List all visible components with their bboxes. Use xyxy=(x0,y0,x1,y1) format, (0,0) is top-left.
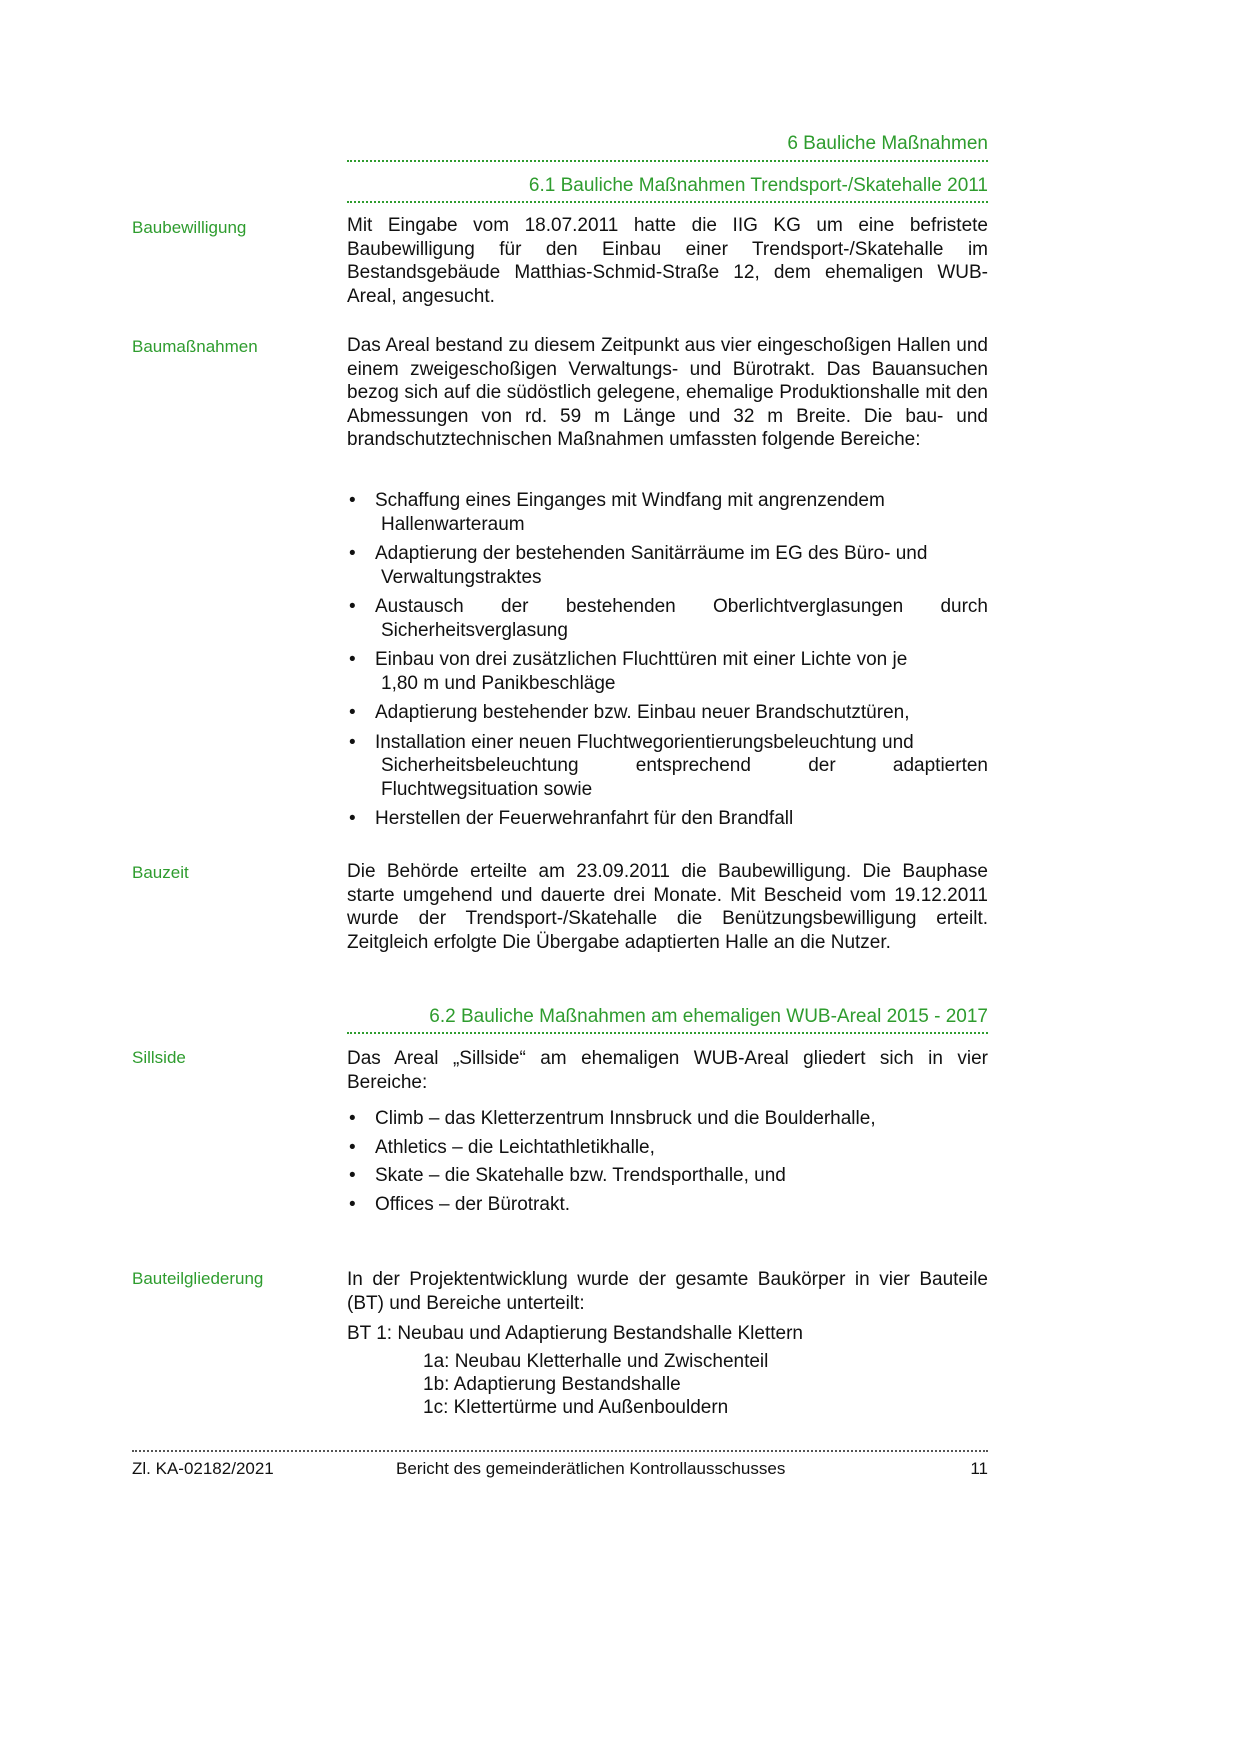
chapter-divider xyxy=(347,160,988,162)
sillside-list xyxy=(347,1107,988,1221)
paragraph-baumassnahmen: Das Areal bestand zu diesem Zeitpunkt aus vier eingeschoßigen Hallen und einem zweigeschoßigen Verwaltungs- und Bürotrakt. Das Bauansuchen bezog sich auf die südöstlich gelegene, ehemalige Produktionshalle mit den Abmessungen von rd. 59 m Länge und 32 m Breite. Die bau- und brandschutztechnischen Maßnahmen umfassten folgende Bereiche: xyxy=(347,335,988,450)
section-6-1-divider xyxy=(347,201,988,203)
list-item-continuation: Verwaltungstraktes xyxy=(381,566,542,588)
list-item-text: Adaptierung der bestehenden Sanitärräume im EG des Büro- und xyxy=(375,543,928,564)
list-item-text: • Austausch der bestehenden Oberlichtverglasungen durch xyxy=(375,596,988,617)
paragraph-baubewilligung: Mit Eingabe vom 18.07.2011 hatte die IIG KG um eine befristete Baubewilligung für den Einbau einer Trendsport-/Skatehalle im Bestandsgebäude Matthias-Schmid-Straße 12, dem ehemaligen WUB-Areal, angesucht. xyxy=(347,215,988,307)
list-item-text: Installation einer neuen Fluchtwegorientierungsbeleuchtung und xyxy=(375,731,914,753)
section-6-1-title: 6.1 Bauliche Maßnahmen Trendsport-/Skatehalle 2011 xyxy=(528,175,988,196)
section-6-2-title: 6.2 Bauliche Maßnahmen am ehemaligen WUB-Areal 2015 - 2017 xyxy=(429,1006,988,1027)
list-item-text: Skate – die Skatehalle bzw. Trendsporthalle, und xyxy=(375,1165,786,1186)
margin-label-bauzeit: Bauzeit xyxy=(132,863,189,882)
footer-divider xyxy=(132,1450,988,1452)
page-number: 11 xyxy=(970,1459,988,1478)
bauteil-1b: 1b: Adaptierung Bestandshalle xyxy=(423,1374,681,1395)
list-item xyxy=(347,1107,988,1131)
list-item xyxy=(347,1164,988,1188)
list-item xyxy=(347,731,988,802)
margin-label-baumassnahmen: Baumaßnahmen xyxy=(132,337,258,356)
bauteil-1a: 1a: Neubau Kletterhalle und Zwischenteil xyxy=(423,1351,769,1372)
footer-title: Bericht des gemeinderätlichen Kontrollausschusses xyxy=(396,1459,786,1478)
list-item xyxy=(347,1136,988,1160)
list-item-text: Schaffung eines Einganges mit Windfang mit angrenzendem xyxy=(375,490,885,511)
list-item-text: Athletics – die Leichtathletikhalle, xyxy=(375,1136,655,1158)
margin-label-baubewilligung: Baubewilligung xyxy=(132,218,247,237)
footer-reference: Zl. KA-02182/2021 xyxy=(132,1459,274,1478)
margin-label-sillside: Sillside xyxy=(132,1048,186,1067)
list-item-text: Offices – der Bürotrakt. xyxy=(375,1193,571,1215)
list-item-continuation: Hallenwarteraum xyxy=(381,513,525,535)
list-item-text: Adaptierung bestehender bzw. Einbau neuer Brandschutztüren, xyxy=(375,702,910,723)
list-item xyxy=(347,701,988,725)
list-item xyxy=(347,807,988,831)
paragraph-sillside: Das Areal „Sillside“ am ehemaligen WUB-Areal gliedert sich in vier Bereiche: xyxy=(347,1048,988,1093)
paragraph-bauteilgliederung: In der Projektentwicklung wurde der gesamte Baukörper in vier Bauteile (BT) und Bereiche unterteilt: xyxy=(347,1269,988,1314)
list-item xyxy=(347,1193,988,1217)
list-item-continuation: Sicherheitsbeleuchtung entsprechend der adaptierten Fluchtwegsituation sowie xyxy=(381,755,988,800)
paragraph-bauzeit: Die Behörde erteilte am 23.09.2011 die Baubewilligung. Die Bauphase starte umgehend und dauerte drei Monate. Mit Bescheid vom 19.12.2011 wurde der Trendsport-/Skatehalle die Benützungsbewilligung erteilt. Zeitgleich erfolgte Die Übergabe adaptierten Halle an die Nutzer. xyxy=(347,861,988,953)
margin-label-bauteilgliederung: Bauteilgliederung xyxy=(132,1269,264,1288)
list-item-text: Herstellen der Feuerwehranfahrt für den Brandfall xyxy=(375,808,794,829)
baumassnahmen-list xyxy=(347,489,988,837)
list-item xyxy=(347,648,988,695)
list-item-text: Climb – das Kletterzentrum Innsbruck und die Boulderhalle, xyxy=(375,1108,876,1129)
list-item-continuation: Sicherheitsverglasung xyxy=(381,619,568,641)
list-item xyxy=(347,542,988,589)
bauteil-bt1: BT 1: Neubau und Adaptierung Bestandshalle Klettern xyxy=(347,1323,803,1344)
bauteil-1c: 1c: Klettertürme und Außenbouldern xyxy=(423,1397,729,1418)
list-item-continuation: 1,80 m und Panikbeschläge xyxy=(381,672,616,694)
list-item xyxy=(347,595,988,642)
list-item-text: Einbau von drei zusätzlichen Fluchttüren mit einer Lichte von je xyxy=(375,649,908,670)
section-6-2-divider xyxy=(347,1032,988,1034)
list-item xyxy=(347,489,988,536)
chapter-title: 6 Bauliche Maßnahmen xyxy=(787,133,988,154)
